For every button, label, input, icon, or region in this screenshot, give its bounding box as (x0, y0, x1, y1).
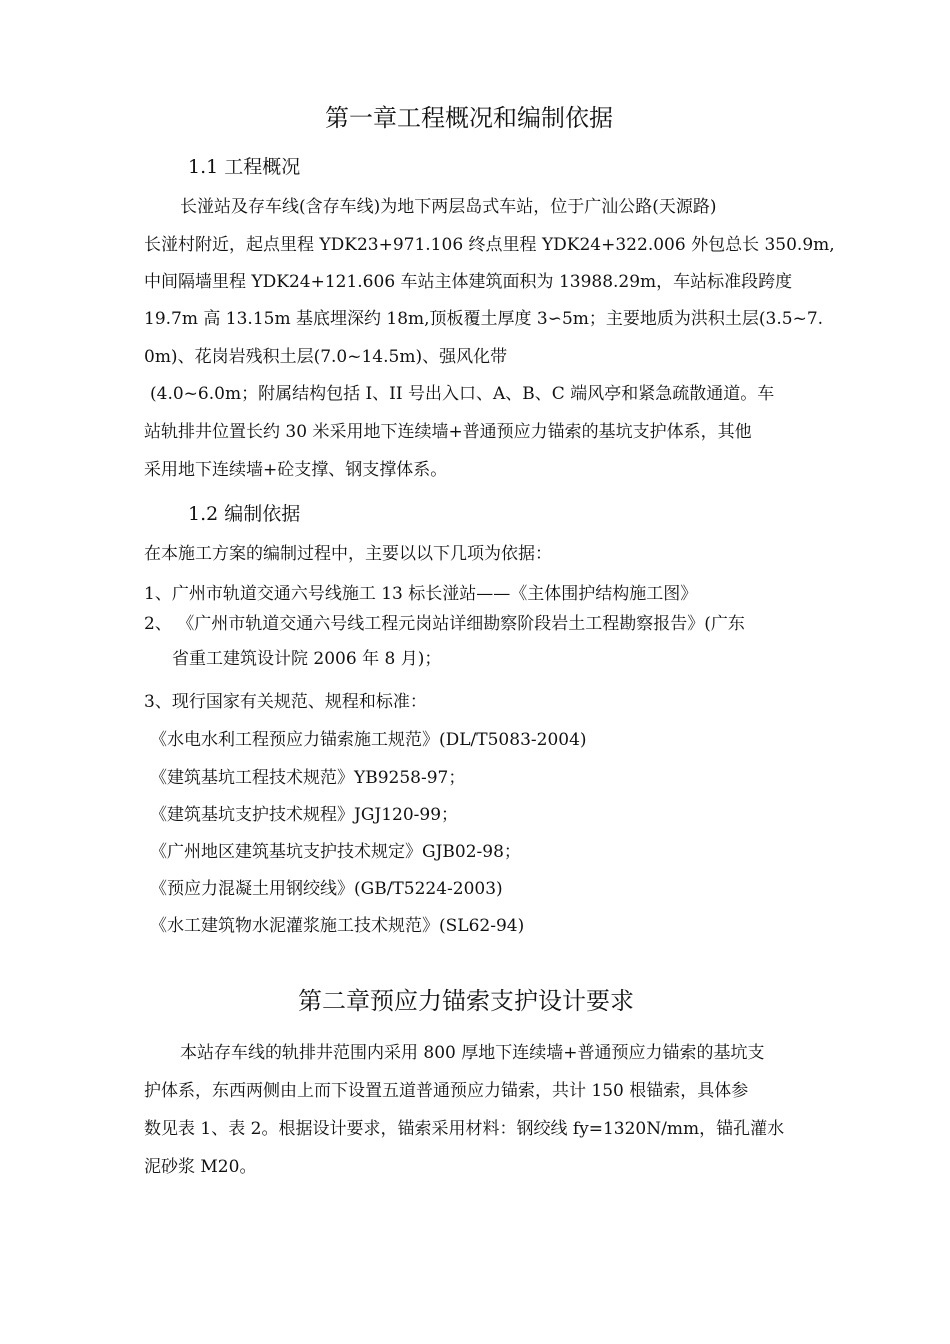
standard-item: 《广州地区建筑基坑支护技术规定》GJB02-98； (150, 842, 521, 862)
basis-item-3: 3、现行国家有关规范、规程和标准： (144, 692, 427, 712)
paragraph-line: 长湴村附近，起点里程 YDK23+971.106 终点里程 YDK24+322.006 外包总长 350.9m, (144, 235, 835, 255)
section-1-2-heading: 1.2 编制依据 (188, 503, 301, 525)
paragraph-line: 本站存车线的轨排井范围内采用 800 厚地下连续墙+普通预应力锚索的基坑支 (180, 1043, 765, 1063)
basis-intro: 在本施工方案的编制过程中，主要以以下几项为依据： (144, 544, 552, 564)
standard-item: 《水工建筑物水泥灌浆施工技术规范》(SL62-94) (150, 916, 525, 936)
paragraph-line: 站轨排井位置长约 30 米采用地下连续墙+普通预应力锚索的基坑支护体系，其他 (144, 422, 752, 442)
paragraph-line: 数见表 1、表 2。根据设计要求，锚索采用材料：钢绞线 fy=1320N/mm，锚孔灌水 (144, 1119, 785, 1139)
basis-item-2-continued: 省重工建筑设计院 2006 年 8 月)； (172, 649, 442, 669)
paragraph-line: (4.0~6.0m；附属结构包括 I、II 号出入口、A、B、C 端风亭和紧急疏散通道。车 (150, 384, 775, 404)
section-1-1-heading: 1.1 工程概况 (188, 156, 301, 178)
paragraph-line: 中间隔墙里程 YDK24+121.606 车站主体建筑面积为 13988.29m，车站标准段跨度 (144, 272, 793, 292)
chapter-2-title: 第二章预应力锚索支护设计要求 (298, 987, 634, 1015)
standard-item: 《建筑基坑支护技术规程》JGJ120-99； (150, 805, 459, 825)
standard-item: 《水电水利工程预应力锚索施工规范》(DL/T5083-2004) (150, 730, 587, 750)
paragraph-line: 19.7m 高 13.15m 基底埋深约 18m,顶板覆土厚度 3∽5m；主要地质为洪积土层(3.5~7. (144, 309, 824, 329)
paragraph-line: 长湴站及存车线(含存车线)为地下两层岛式车站，位于广汕公路(天源路) (180, 197, 717, 217)
standard-item: 《预应力混凝土用钢绞线》(GB/T5224-2003) (150, 879, 503, 899)
basis-item-2: 2、 《广州市轨道交通六号线工程元岗站详细勘察阶段岩土工程勘察报告》(广东 (144, 614, 745, 634)
basis-item-1: 1、广州市轨道交通六号线施工 13 标长湴站——《主体围护结构施工图》 (144, 584, 698, 604)
paragraph-line: 采用地下连续墙+砼支撑、钢支撑体系。 (144, 460, 448, 480)
paragraph-line: 0m)、花岗岩残积土层(7.0~14.5m)、强风化带 (144, 347, 508, 367)
standard-item: 《建筑基坑工程技术规范》YB9258-97； (150, 768, 466, 788)
paragraph-line: 泥砂浆 M20。 (144, 1157, 257, 1177)
chapter-1-title: 第一章工程概况和编制依据 (325, 104, 613, 132)
paragraph-line: 护体系，东西两侧由上而下设置五道普通预应力锚索，共计 150 根锚索，具体参 (144, 1081, 749, 1101)
